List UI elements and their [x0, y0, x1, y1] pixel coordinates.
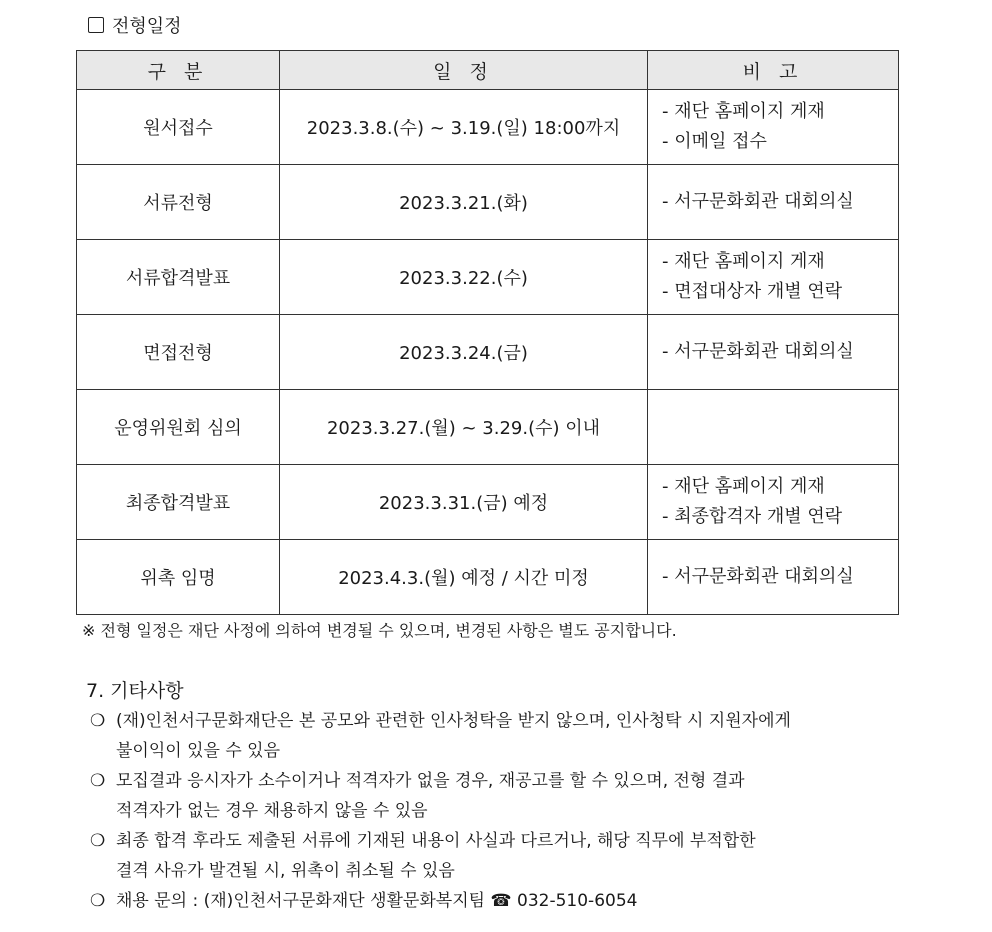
- list-item: [90, 826, 950, 886]
- schedule-table: [76, 50, 899, 615]
- row-date: 2023.3.8.(수) ~ 3.19.(일) 18:00까지: [280, 90, 648, 165]
- table-row: [77, 540, 899, 615]
- header-notes: 비 고: [648, 51, 899, 90]
- header-category: 구 분: [77, 51, 280, 90]
- other-matters-heading: 7. 기타사항: [86, 680, 184, 702]
- note-line: - 재단 홈페이지 게재: [662, 476, 825, 497]
- schedule-table-body: [77, 90, 899, 615]
- note-line: - 서구문화회관 대회의실: [662, 566, 854, 587]
- row-date: 2023.3.27.(월) ~ 3.29.(수) 이내: [280, 390, 648, 465]
- list-item: [90, 886, 950, 916]
- table-row: [77, 240, 899, 315]
- item-line: (재)인천서구문화재단은 본 공모와 관련한 인사청탁을 받지 않으며, 인사청탁 시 지원자에게: [116, 711, 791, 731]
- row-notes: [648, 240, 899, 315]
- schedule-footnote: ※ 전형 일정은 재단 사정에 의하여 변경될 수 있으며, 변경된 사항은 별도 공지합니다.: [82, 621, 677, 640]
- item-line: 결격 사유가 발견될 시, 위촉이 취소될 수 있음: [116, 861, 455, 881]
- table-row: [77, 315, 899, 390]
- item-text: [116, 826, 950, 886]
- other-matters-list: [90, 706, 950, 916]
- item-line: 최종 합격 후라도 제출된 서류에 기재된 내용이 사실과 다르거나, 해당 직무에 부적합한: [116, 831, 756, 851]
- list-item: [90, 706, 950, 766]
- row-category: 운영위원회 심의: [77, 390, 280, 465]
- row-category: 위촉 임명: [77, 540, 280, 615]
- row-notes: [648, 315, 899, 390]
- checkbox-square-icon: [88, 17, 104, 33]
- list-item: [90, 766, 950, 826]
- item-line: 채용 문의 : (재)인천서구문화재단 생활문화복지팀 ☎ 032-510-6054: [116, 891, 638, 911]
- item-text: [116, 886, 950, 916]
- item-line: 모집결과 응시자가 소수이거나 적격자가 없을 경우, 재공고를 할 수 있으며, 전형 결과: [116, 771, 745, 791]
- note-line: - 서구문화회관 대회의실: [662, 341, 854, 362]
- schedule-header-row: [77, 51, 899, 90]
- row-category: 최종합격발표: [77, 465, 280, 540]
- note-line: - 재단 홈페이지 게재: [662, 101, 825, 122]
- item-line: 적격자가 없는 경우 채용하지 않을 수 있음: [116, 801, 428, 821]
- schedule-title-text: 전형일정: [112, 16, 182, 37]
- row-date: 2023.3.31.(금) 예정: [280, 465, 648, 540]
- note-line: - 서구문화회관 대회의실: [662, 191, 854, 212]
- schedule-section-title: [88, 12, 182, 38]
- row-notes: [648, 165, 899, 240]
- row-notes: [648, 540, 899, 615]
- item-text: [116, 766, 950, 826]
- row-notes: [648, 90, 899, 165]
- note-line: - 최종합격자 개별 연락: [662, 506, 843, 527]
- row-category: 서류전형: [77, 165, 280, 240]
- circle-bullet-icon: ❍: [90, 891, 106, 911]
- note-line: - 이메일 접수: [662, 131, 767, 152]
- header-schedule: 일 정: [280, 51, 648, 90]
- item-text: [116, 706, 950, 766]
- row-date: 2023.3.24.(금): [280, 315, 648, 390]
- row-date: 2023.3.21.(화): [280, 165, 648, 240]
- row-category: 면접전형: [77, 315, 280, 390]
- note-line: - 면접대상자 개별 연락: [662, 281, 843, 302]
- circle-bullet-icon: ❍: [90, 771, 106, 791]
- row-date: 2023.3.22.(수): [280, 240, 648, 315]
- row-notes: [648, 390, 899, 465]
- circle-bullet-icon: ❍: [90, 711, 106, 731]
- row-category: 원서접수: [77, 90, 280, 165]
- circle-bullet-icon: ❍: [90, 831, 106, 851]
- table-row: [77, 465, 899, 540]
- row-date: 2023.4.3.(월) 예정 / 시간 미정: [280, 540, 648, 615]
- table-row: [77, 390, 899, 465]
- table-row: [77, 165, 899, 240]
- row-category: 서류합격발표: [77, 240, 280, 315]
- note-line: - 재단 홈페이지 게재: [662, 251, 825, 272]
- row-notes: [648, 465, 899, 540]
- table-row: [77, 90, 899, 165]
- item-line: 불이익이 있을 수 있음: [116, 741, 281, 761]
